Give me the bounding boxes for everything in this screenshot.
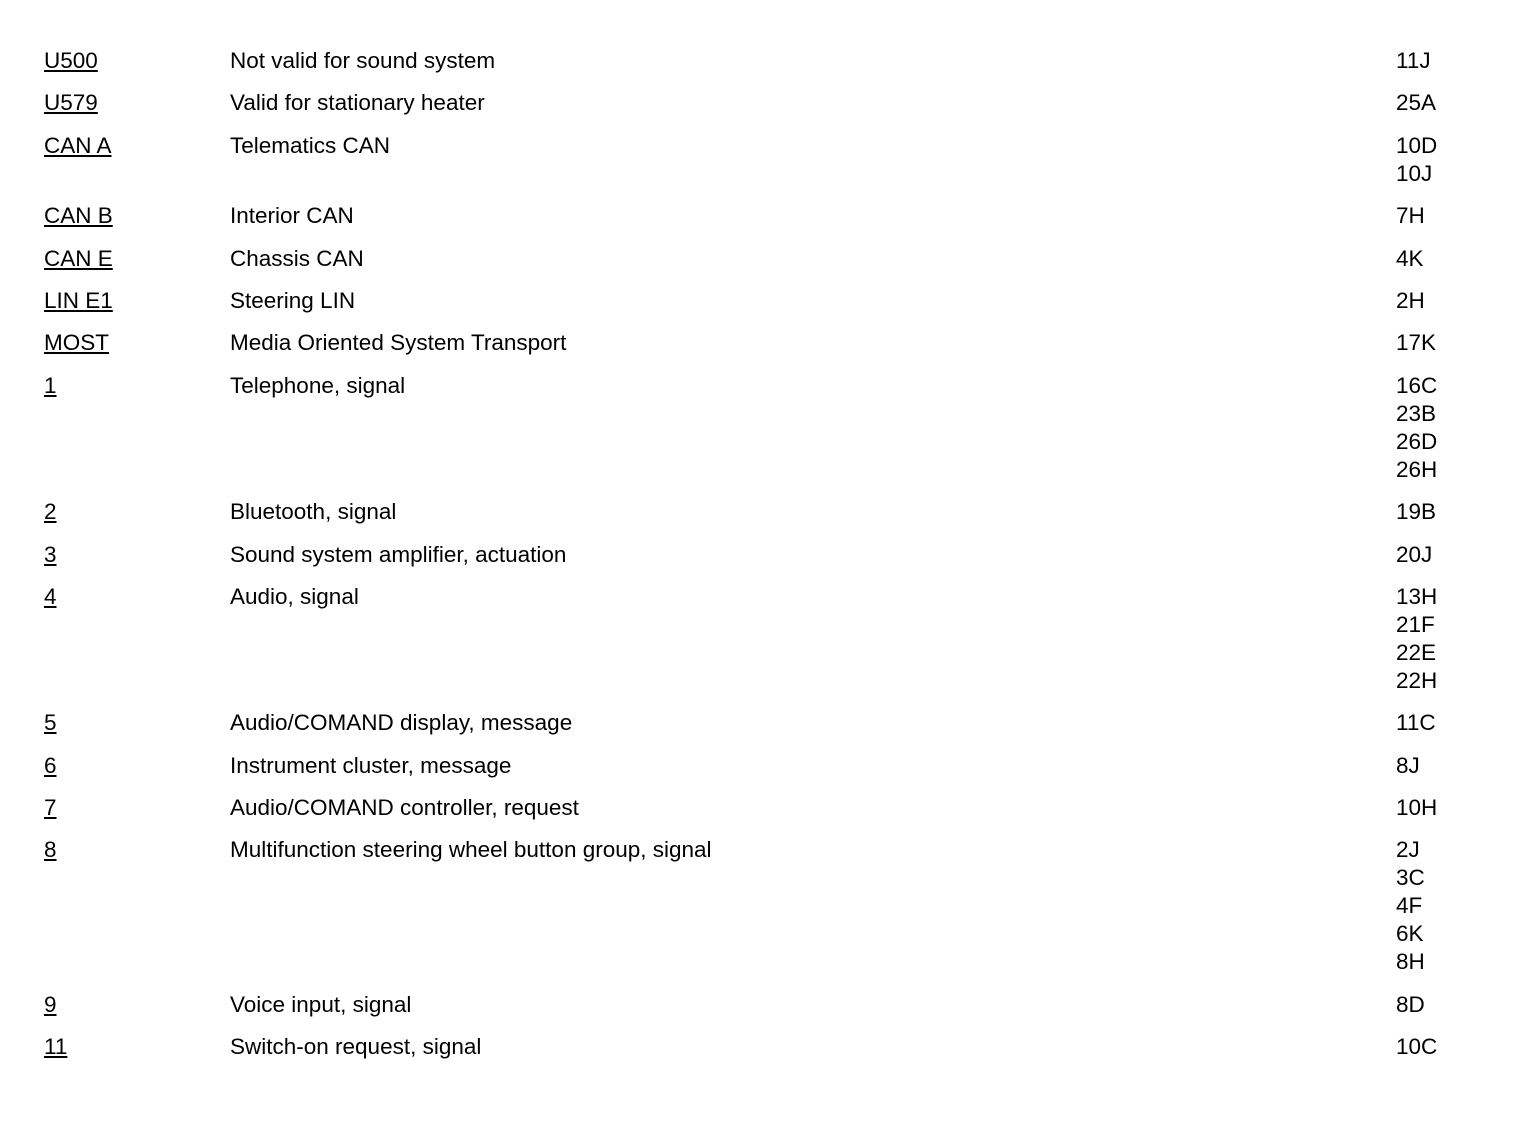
legend-grid-refs <box>1396 202 1484 230</box>
grid-reference: 22E <box>1396 639 1437 665</box>
legend-row <box>44 794 1484 822</box>
legend-code-link[interactable]: 9 <box>44 991 57 1017</box>
legend-code-link[interactable]: LIN E1 <box>44 287 113 313</box>
legend-code-link[interactable]: U500 <box>44 48 98 73</box>
legend-description: Voice input, signal <box>230 991 412 1017</box>
legend-description: Bluetooth, signal <box>230 499 397 525</box>
grid-reference: 22H <box>1396 667 1438 693</box>
grid-reference: 8H <box>1396 949 1425 975</box>
legend-code-link[interactable]: 2 <box>44 499 57 525</box>
legend-grid-refs <box>1396 47 1484 75</box>
grid-reference: 21F <box>1396 611 1435 637</box>
legend-list <box>44 47 1484 1076</box>
grid-reference: 10C <box>1396 1034 1438 1060</box>
grid-reference: 10J <box>1396 160 1433 186</box>
grid-reference: 11J <box>1396 48 1431 73</box>
grid-reference: 2J <box>1396 837 1420 863</box>
legend-description: Interior CAN <box>230 203 354 229</box>
legend-grid-refs <box>1396 498 1484 526</box>
legend-description: Sound system amplifier, actuation <box>230 541 567 567</box>
grid-reference: 8J <box>1396 752 1420 778</box>
legend-row <box>44 287 1484 315</box>
legend-row <box>44 709 1484 737</box>
legend-grid-refs <box>1396 372 1484 484</box>
legend-grid-refs <box>1396 89 1484 117</box>
legend-grid-refs <box>1396 329 1484 357</box>
legend-description: Chassis CAN <box>230 245 364 271</box>
legend-code-link[interactable]: 3 <box>44 541 57 567</box>
grid-reference: 26H <box>1396 456 1438 482</box>
grid-reference: 4F <box>1396 893 1423 919</box>
legend-code-cell <box>44 287 230 315</box>
legend-code-cell <box>44 89 230 117</box>
grid-reference: 10H <box>1396 795 1438 821</box>
legend-row <box>44 372 1484 484</box>
legend-row <box>44 541 1484 569</box>
legend-grid-refs <box>1396 836 1484 976</box>
grid-reference: 23B <box>1396 400 1437 426</box>
legend-code-cell <box>44 836 230 864</box>
legend-code-cell <box>44 245 230 273</box>
legend-row <box>44 836 1484 976</box>
legend-code-link[interactable]: 8 <box>44 837 57 863</box>
legend-code-link[interactable]: 7 <box>44 795 57 821</box>
legend-code-cell <box>44 991 230 1019</box>
legend-code-cell <box>44 709 230 737</box>
legend-code-link[interactable]: MOST <box>44 330 109 356</box>
legend-description: Valid for stationary heater <box>230 90 485 116</box>
legend-code-link[interactable]: 5 <box>44 710 57 736</box>
legend-code-cell <box>44 372 230 400</box>
legend-code-cell <box>44 202 230 230</box>
legend-grid-refs <box>1396 709 1484 737</box>
legend-grid-refs <box>1396 991 1484 1019</box>
legend-row <box>44 583 1484 695</box>
legend-grid-refs <box>1396 583 1484 695</box>
grid-reference: 11C <box>1396 710 1436 736</box>
legend-grid-refs <box>1396 752 1484 780</box>
legend-code-link[interactable]: 4 <box>44 583 57 609</box>
grid-reference: 25A <box>1396 90 1437 116</box>
legend-grid-refs <box>1396 1033 1484 1061</box>
legend-code-cell <box>44 541 230 569</box>
legend-code-link[interactable]: CAN B <box>44 203 113 229</box>
legend-code-cell <box>44 752 230 780</box>
legend-row <box>44 1033 1484 1061</box>
legend-description: Not valid for sound system <box>230 48 496 73</box>
grid-reference: 19B <box>1396 499 1437 525</box>
legend-code-cell <box>44 583 230 611</box>
legend-row <box>44 991 1484 1019</box>
legend-description: Telephone, signal <box>230 372 406 398</box>
legend-grid-refs <box>1396 245 1484 273</box>
legend-code-link[interactable]: CAN E <box>44 245 113 271</box>
legend-description: Audio, signal <box>230 583 359 609</box>
legend-description: Steering LIN <box>230 287 356 313</box>
legend-code-link[interactable]: 11 <box>44 1034 68 1060</box>
grid-reference: 6K <box>1396 921 1424 947</box>
legend-code-cell <box>44 132 230 160</box>
legend-code-link[interactable]: CAN A <box>44 132 112 158</box>
legend-code-cell <box>44 47 230 75</box>
grid-reference: 26D <box>1396 428 1438 454</box>
legend-description: Switch-on request, signal <box>230 1034 482 1060</box>
grid-reference: 4K <box>1396 245 1424 271</box>
legend-row <box>44 89 1484 117</box>
legend-code-link[interactable]: U579 <box>44 90 98 116</box>
legend-code-cell <box>44 1033 230 1061</box>
legend-row <box>44 132 1484 188</box>
legend-row <box>44 47 1484 75</box>
legend-row <box>44 329 1484 357</box>
legend-description: Audio/COMAND controller, request <box>230 795 579 821</box>
grid-reference: 8D <box>1396 991 1425 1017</box>
legend-description: Multifunction steering wheel button group, signal <box>230 837 712 863</box>
grid-reference: 10D <box>1396 132 1438 158</box>
legend-code-link[interactable]: 1 <box>44 372 57 398</box>
legend-grid-refs <box>1396 541 1484 569</box>
legend-description: Telematics CAN <box>230 132 391 158</box>
legend-code-cell <box>44 498 230 526</box>
legend-description: Media Oriented System Transport <box>230 330 567 356</box>
legend-row <box>44 498 1484 526</box>
legend-grid-refs <box>1396 794 1484 822</box>
legend-row <box>44 752 1484 780</box>
grid-reference: 16C <box>1396 372 1438 398</box>
legend-grid-refs <box>1396 132 1484 188</box>
grid-reference: 17K <box>1396 330 1437 356</box>
legend-code-link[interactable]: 6 <box>44 752 57 778</box>
legend-grid-refs <box>1396 287 1484 315</box>
grid-reference: 3C <box>1396 865 1425 891</box>
legend-code-cell <box>44 794 230 822</box>
legend-description: Audio/COMAND display, message <box>230 710 573 736</box>
grid-reference: 13H <box>1396 583 1438 609</box>
grid-reference: 2H <box>1396 287 1425 313</box>
legend-row <box>44 245 1484 273</box>
legend-row <box>44 202 1484 230</box>
legend-description: Instrument cluster, message <box>230 752 512 778</box>
grid-reference: 7H <box>1396 203 1425 229</box>
grid-reference: 20J <box>1396 541 1433 567</box>
legend-code-cell <box>44 329 230 357</box>
